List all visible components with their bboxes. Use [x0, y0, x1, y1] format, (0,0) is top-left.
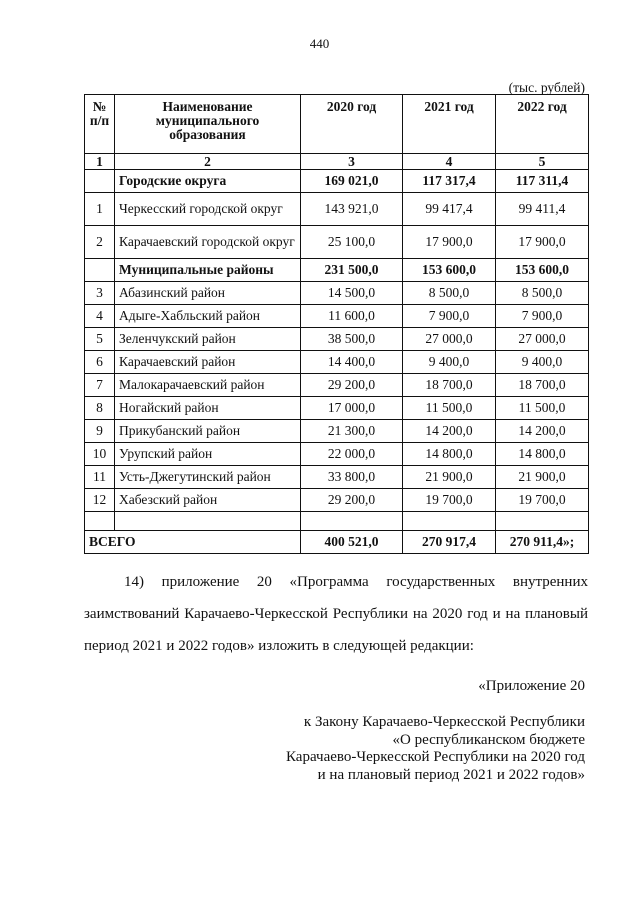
- row-name: Прикубанский район: [115, 420, 301, 443]
- table-row: [85, 397, 589, 420]
- row-2021: 14 200,0: [403, 420, 496, 443]
- row-num: 3: [85, 282, 115, 305]
- total-2021: 270 917,4: [403, 531, 496, 554]
- table-row-group-district: [85, 259, 589, 282]
- row-num: 2: [85, 226, 115, 259]
- appendix-line: и на плановый период 2021 и 2022 годов»: [317, 766, 585, 783]
- row-num: 10: [85, 443, 115, 466]
- table-header-row: [85, 95, 589, 154]
- appendix-line: Карачаево-Черкесской Республики на 2020 год: [286, 749, 585, 765]
- total-2022: 270 911,4»;: [496, 531, 589, 554]
- row-2020: 17 000,0: [301, 397, 403, 420]
- row-name: Муниципальные районы: [115, 259, 301, 282]
- row-num: 12: [85, 489, 115, 512]
- appendix-subtitle: [286, 714, 585, 784]
- column-number: 4: [403, 154, 496, 170]
- row-num: 9: [85, 420, 115, 443]
- column-number: 5: [496, 154, 589, 170]
- table-row: [85, 328, 589, 351]
- appendix-line: к Закону Карачаево-Черкесской Республики: [303, 714, 585, 730]
- appendix-line: «О республиканском бюджете: [392, 731, 585, 748]
- row-num: 7: [85, 374, 115, 397]
- row-2020: 38 500,0: [301, 328, 403, 351]
- row-name: Урупский район: [115, 443, 301, 466]
- row-2021: 14 800,0: [403, 443, 496, 466]
- total-label: ВСЕГО: [85, 531, 301, 554]
- row-2021: 11 500,0: [403, 397, 496, 420]
- row-2022: 17 900,0: [496, 226, 589, 259]
- row-2020: 33 800,0: [301, 466, 403, 489]
- table-row: [85, 489, 589, 512]
- column-number: 3: [301, 154, 403, 170]
- row-name: Черкесский городской округ: [115, 193, 301, 226]
- header-name: Наименование муниципального образования: [115, 95, 301, 154]
- row-num: [85, 170, 115, 193]
- row-2020: 169 021,0: [301, 170, 403, 193]
- row-2021: 8 500,0: [403, 282, 496, 305]
- row-2020: 25 100,0: [301, 226, 403, 259]
- column-number-row: [85, 154, 589, 170]
- table-row: [85, 351, 589, 374]
- row-2020: 14 500,0: [301, 282, 403, 305]
- table-row-empty: [85, 512, 589, 531]
- row-2021: 18 700,0: [403, 374, 496, 397]
- row-2020: 29 200,0: [301, 374, 403, 397]
- paragraph-line: период 2021 и 2022 годов» изложить в следующей редакции:: [84, 638, 474, 654]
- row-2020: 14 400,0: [301, 351, 403, 374]
- row-2022: 27 000,0: [496, 328, 589, 351]
- total-2020: 400 521,0: [301, 531, 403, 554]
- row-2022: 153 600,0: [496, 259, 589, 282]
- table-row: [85, 193, 589, 226]
- table-row: [85, 466, 589, 489]
- paragraph-line: заимствований Карачаево-Черкесской Республики на 2020 год и на плановый: [84, 606, 588, 622]
- column-number: 1: [85, 154, 115, 170]
- row-num: 6: [85, 351, 115, 374]
- row-2022: 9 400,0: [496, 351, 589, 374]
- page-number: 440: [309, 36, 330, 51]
- column-number: 2: [115, 154, 301, 170]
- row-2021: 27 000,0: [403, 328, 496, 351]
- row-2022: 11 500,0: [496, 397, 589, 420]
- row-2021: 117 317,4: [403, 170, 496, 193]
- header-2022: 2022 год: [496, 95, 589, 154]
- table-row: [85, 443, 589, 466]
- row-2021: 153 600,0: [403, 259, 496, 282]
- row-num: [85, 259, 115, 282]
- row-2022: 14 800,0: [496, 443, 589, 466]
- row-2020: 143 921,0: [301, 193, 403, 226]
- table-row: [85, 420, 589, 443]
- row-2022: 8 500,0: [496, 282, 589, 305]
- table-row: [85, 282, 589, 305]
- table-row-group-city: [85, 170, 589, 193]
- table-row: [85, 226, 589, 259]
- row-name: Ногайский район: [115, 397, 301, 420]
- row-2022: 19 700,0: [496, 489, 589, 512]
- row-2020: 231 500,0: [301, 259, 403, 282]
- table-row: [85, 374, 589, 397]
- table-row: [85, 305, 589, 328]
- budget-table: [84, 94, 589, 554]
- row-name: Абазинский район: [115, 282, 301, 305]
- amendment-paragraph: [84, 566, 588, 662]
- row-name: Городские округа: [115, 170, 301, 193]
- row-2022: 99 411,4: [496, 193, 589, 226]
- row-2021: 21 900,0: [403, 466, 496, 489]
- unit-note: (тыс. рублей): [508, 80, 585, 95]
- row-2022: 14 200,0: [496, 420, 589, 443]
- row-name: Хабезский район: [115, 489, 301, 512]
- header-num: № п/п: [85, 95, 115, 154]
- paragraph-line: 14) приложение 20 «Программа государственных внутренних: [124, 574, 588, 590]
- row-num: 4: [85, 305, 115, 328]
- row-num: 1: [85, 193, 115, 226]
- row-name: Карачаевский район: [115, 351, 301, 374]
- row-2022: 117 311,4: [496, 170, 589, 193]
- row-name: Карачаевский городской округ: [115, 226, 301, 259]
- row-name: Адыге-Хабльский район: [115, 305, 301, 328]
- row-2021: 7 900,0: [403, 305, 496, 328]
- row-2022: 21 900,0: [496, 466, 589, 489]
- row-2022: 18 700,0: [496, 374, 589, 397]
- row-2021: 17 900,0: [403, 226, 496, 259]
- row-2022: 7 900,0: [496, 305, 589, 328]
- row-num: 5: [85, 328, 115, 351]
- row-2020: 29 200,0: [301, 489, 403, 512]
- row-2021: 9 400,0: [403, 351, 496, 374]
- row-2020: 21 300,0: [301, 420, 403, 443]
- header-2021: 2021 год: [403, 95, 496, 154]
- row-num: 11: [85, 466, 115, 489]
- row-name: Усть-Джегутинский район: [115, 466, 301, 489]
- row-name: Зеленчукский район: [115, 328, 301, 351]
- row-2020: 22 000,0: [301, 443, 403, 466]
- appendix-title: «Приложение 20: [478, 678, 585, 694]
- table-row-total: [85, 531, 589, 554]
- header-2020: 2020 год: [301, 95, 403, 154]
- row-num: 8: [85, 397, 115, 420]
- table-body: [85, 154, 589, 554]
- row-name: Малокарачаевский район: [115, 374, 301, 397]
- row-2020: 11 600,0: [301, 305, 403, 328]
- row-2021: 19 700,0: [403, 489, 496, 512]
- row-2021: 99 417,4: [403, 193, 496, 226]
